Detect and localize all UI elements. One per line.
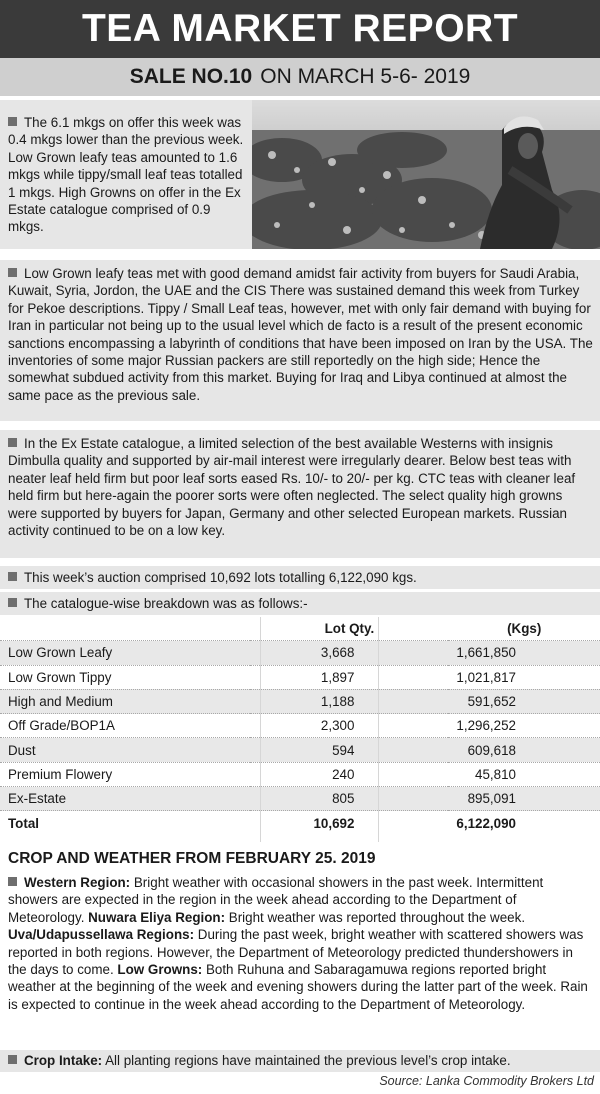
kgs-cell: 895,091 xyxy=(448,787,600,811)
table-row xyxy=(0,738,600,762)
kgs-cell: 591,652 xyxy=(448,689,600,713)
bullet-icon xyxy=(8,572,17,581)
kgs-cell: 1,661,850 xyxy=(448,641,600,665)
table-header-row xyxy=(0,617,600,641)
total-kgs: 6,122,090 xyxy=(456,815,516,831)
tea-plucker-photo xyxy=(252,100,600,249)
crop-intake-paragraph: Crop Intake: All planting regions have maintained the previous level’s crop intake. xyxy=(8,1052,594,1069)
bullet-icon xyxy=(8,877,17,886)
lot-qty-cell: 594 xyxy=(250,738,448,762)
category-cell: Low Grown Tippy xyxy=(0,665,250,689)
uva-label: Uva/Udapussellawa Regions: xyxy=(8,927,195,943)
table-row xyxy=(0,665,600,689)
bullet-icon xyxy=(8,268,17,277)
table-row xyxy=(0,762,600,786)
low-growns-label: Low Growns: xyxy=(117,962,203,978)
western-region-label: Western Region: xyxy=(24,875,131,890)
total-label: Total xyxy=(8,815,39,831)
intro-paragraph: The 6.1 mkgs on offer this week was 0.4 mkgs lower than the previous week. Low Grown leafy teas amounted to 1.6 mkgs while tippy/small leaf teas totalled 1 mkgs. High Growns on offer in the Ex Estate catalogue comprised of 0.9 mkgs. xyxy=(8,115,244,235)
total-lot-qty: 10,692 xyxy=(313,815,355,831)
ex-estate-paragraph: In the Ex Estate catalogue, a limited selection of the best available Westerns with insignis Dimbulla quality and supported by air-mail interest were irregularly dearer. Below best teas with neater leaf held firm but poor leaf sorts eased Rs. 10/- to 20/- per kg. CTC teas with cleaner leaf held firm but here-again the poorer sorts were often neglected. The select quality high growns were supported by buyers for Japan, Germany and other selected European markets. Russian activity continued to be on a low key. xyxy=(8,436,576,539)
table-row xyxy=(0,641,600,665)
bullet-icon xyxy=(8,1055,17,1064)
kgs-cell: 1,296,252 xyxy=(448,714,600,738)
category-cell: Low Grown Leafy xyxy=(0,641,250,665)
lot-qty-cell: 240 xyxy=(250,762,448,786)
table-row xyxy=(0,787,600,811)
category-cell: High and Medium xyxy=(0,689,250,713)
table-row xyxy=(0,714,600,738)
sale-date: ON MARCH 5-6- 2019 xyxy=(260,65,471,88)
catalogue-breakdown-table xyxy=(0,617,600,835)
table-header-category xyxy=(0,617,250,641)
breakdown-intro: The catalogue-wise breakdown was as follows:- xyxy=(8,595,594,612)
report-title: TEA MARKET REPORT xyxy=(0,0,600,58)
sale-number: SALE NO.10 xyxy=(129,65,253,88)
lot-qty-cell: 3,668 xyxy=(250,641,448,665)
lot-qty-cell: 1,188 xyxy=(250,689,448,713)
category-cell: Ex-Estate xyxy=(0,787,250,811)
table-header-kgs: (Kgs) xyxy=(448,617,600,641)
bullet-icon xyxy=(8,438,17,447)
sale-heading xyxy=(0,58,600,96)
kgs-cell: 609,618 xyxy=(448,738,600,762)
kgs-cell: 1,021,817 xyxy=(448,665,600,689)
demand-paragraph: Low Grown leafy teas met with good demand amidst fair activity from buyers for Saudi Arabia, Kuwait, Syria, Jordon, the UAE and the CIS There was sustained demand this week from Turkey for Pekoe descriptions. Tippy / Small Leaf teas, however, met with only fair demand with buying for Iran in particular not being up to the usual level which de facto is a result of the present economic sanctions encompassing a labyrinth of conditions that have been imposed on Iran by the USA. The inventories of some major Russian packers are still reportedly on the high side; Hence the somewhat subdued activity from this market. Buying for Iraq and Libya continued at almost the same pace as the previous sale. xyxy=(8,266,593,403)
lot-qty-cell: 2,300 xyxy=(250,714,448,738)
source-credit: Source: Lanka Commodity Brokers Ltd xyxy=(379,1074,594,1088)
nuwara-eliya-label: Nuwara Eliya Region: xyxy=(88,909,226,925)
crop-weather-heading: CROP AND WEATHER FROM FEBRUARY 25. 2019 xyxy=(8,850,376,867)
column-divider xyxy=(260,617,261,842)
tea-field-image xyxy=(252,100,600,249)
category-cell: Dust xyxy=(0,738,250,762)
category-cell: Premium Flowery xyxy=(0,762,250,786)
table-row xyxy=(0,689,600,713)
crop-intake-label: Crop Intake: xyxy=(24,1053,103,1068)
kgs-cell: 45,810 xyxy=(448,762,600,786)
table-total-row xyxy=(0,811,600,835)
crop-weather-paragraph: Western Region: Bright weather with occasional showers in the past week. Intermittent showers are expected in the region in the week ahead according to the Department of Meteorology. Nuwara Eliya Region: Bright weather was reported throughout the week. Uva/Udapussellawa Regions: During the past week, bright weather with scattered showers was reported in both regions. However, the Department of Meteorology predicted thundershowers in the days to come. Low Growns: Both Ruhuna and Sabaragamuwa regions reported bright weather at the beginning of the week and evening showers during the latter part of the week. Rain is expected to continue in the week ahead according to the Department of Meteorology. xyxy=(8,875,588,1012)
lot-qty-cell: 1,897 xyxy=(250,665,448,689)
auction-summary: This week’s auction comprised 10,692 lots totalling 6,122,090 kgs. xyxy=(8,569,594,586)
column-divider xyxy=(378,617,379,842)
bullet-icon xyxy=(8,117,17,126)
table-header-lot-qty: Lot Qty. xyxy=(250,617,448,641)
lot-qty-cell: 805 xyxy=(250,787,448,811)
bullet-icon xyxy=(8,598,17,607)
category-cell: Off Grade/BOP1A xyxy=(0,714,250,738)
